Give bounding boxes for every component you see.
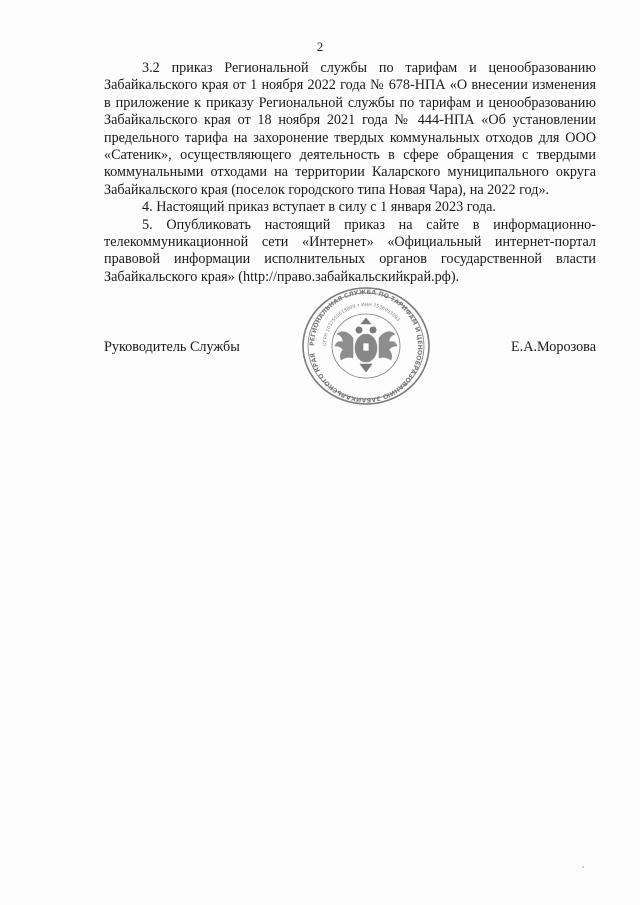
page-number: 2 bbox=[316, 39, 324, 54]
seal-inner-text: ОГРН 1037550018809 • ИНН 7536053093 bbox=[322, 302, 401, 347]
seal-outer-text: РЕГИОНАЛЬНАЯ СЛУЖБА ПО ТАРИФАМ И ЦЕНООБРАЗОВАНИЮ ЗАБАЙКАЛЬСКОГО КРАЯ bbox=[308, 288, 424, 404]
paragraph-3-2: 3.2 приказ Региональной службы по тарифам и ценообразованию Забайкальского края от 1 ноября 2022 года № 678-НПА «О внесении изменения в приложение к приказу Региональной службы по тарифам и ценообразованию Забайкальского края от 18 ноября 2021 года № 444-НПА «Об установлении предельного тарифа на захоронение твердых коммунальных отходов для ООО «Сатеник», осуществляющего деятельность в сфере обращения с твердыми коммунальными отходами на территории Каларского муниципального округа Забайкальского края (поселок городского типа Новая Чара), на 2022 год». bbox=[104, 60, 596, 198]
signature-block bbox=[104, 339, 596, 359]
paragraph-5: 5. Опубликовать настоящий приказ на сайте в информационно-телекоммуникационной сети «Интернет» «Официальный интернет-портал правовой информации исполнительных органов государственной власти Забайкальского края» (http://право.забайкальскийкрай.рф). bbox=[104, 216, 596, 285]
signatory-name: Е.А.Морозова bbox=[511, 339, 596, 355]
signatory-position: Руководитель Службы bbox=[104, 339, 240, 355]
scan-speck bbox=[582, 866, 584, 868]
paragraph-4: 4. Настоящий приказ вступает в силу с 1 января 2023 года. bbox=[142, 199, 496, 216]
document-body bbox=[104, 60, 596, 286]
